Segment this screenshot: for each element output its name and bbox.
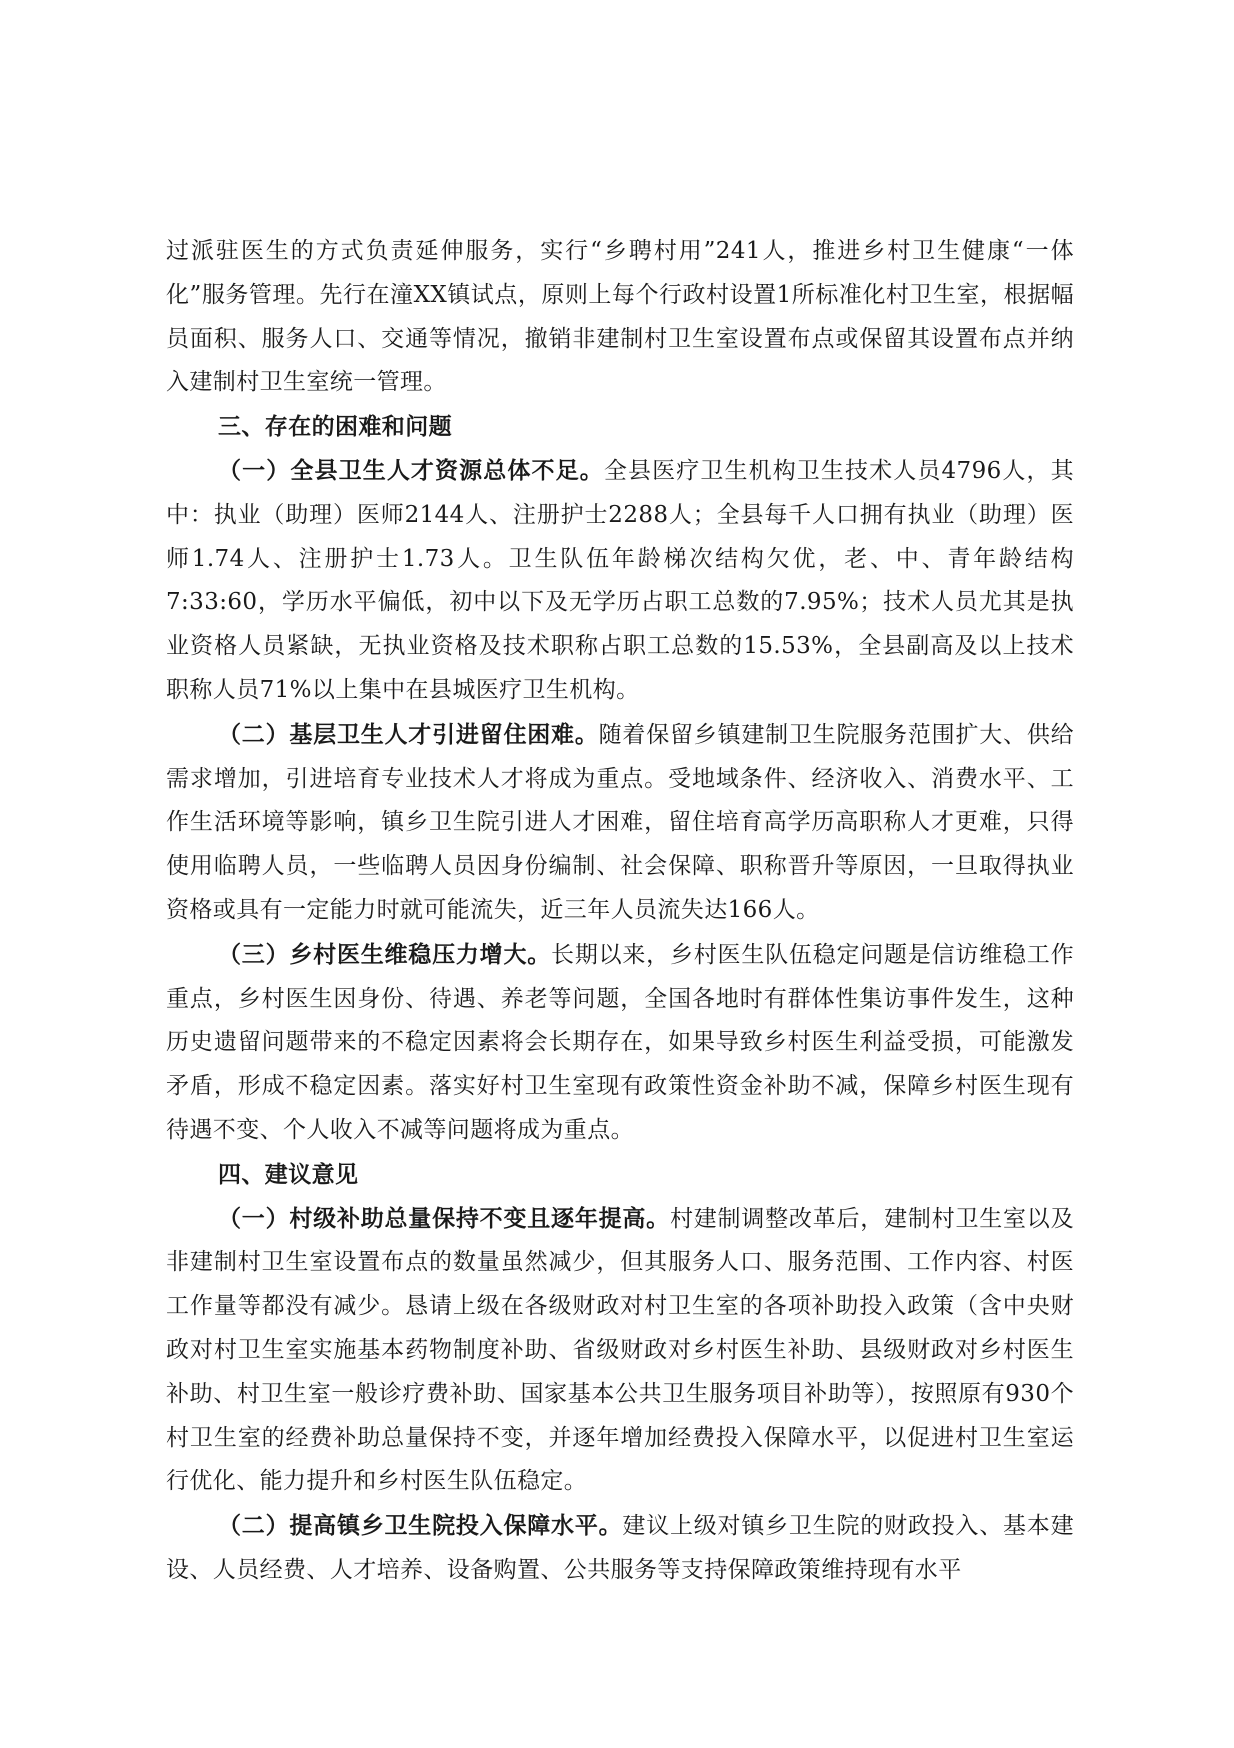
paragraph-body-township-hospital-funding: 建议上级对镇乡卫生院的财政投入、基本建设、人员经费、人才培养、设备购置、公共服务等支持保障政策维持现有水平 xyxy=(166,1513,1074,1583)
paragraph-talent-shortage xyxy=(166,449,1074,713)
paragraph-lead-talent-retention: （二）基层卫生人才引进留住困难。 xyxy=(218,720,599,748)
paragraph-body-village-doctor-stability: 长期以来，乡村医生队伍稳定问题是信访维稳工作重点，乡村医生因身份、待遇、养老等问题，全国各地时有群体性集访事件发生，这种历史遗留问题带来的不稳定因素将会长期存在，如果导致乡村医生利益受损，可能激发矛盾，形成不稳定因素。落实好村卫生室现有政策性资金补助不减，保障乡村医生现有待遇不变、个人收入不减等问题将成为重点。 xyxy=(166,941,1074,1143)
paragraph-talent-retention xyxy=(166,713,1074,933)
paragraph-continuation: 过派驻医生的方式负责延伸服务，实行“乡聘村用”241人，推进乡村卫生健康“一体化”服务管理。先行在潼XX镇试点，原则上每个行政村设置1所标准化村卫生室，根据幅员面积、服务人口、交通等情况，撤销非建制村卫生室设置布点或保留其设置布点并纳入建制村卫生室统一管理。 xyxy=(166,238,1074,396)
section-heading-problems: 三、存在的困难和问题 xyxy=(218,413,452,441)
paragraph-village-subsidy xyxy=(166,1197,1074,1505)
paragraph-lead-village-subsidy: （一）村级补助总量保持不变且逐年提高。 xyxy=(218,1204,670,1232)
section-heading-suggestions: 四、建议意见 xyxy=(218,1160,359,1188)
paragraph-village-doctor-stability xyxy=(166,933,1074,1153)
paragraph-township-hospital-funding xyxy=(166,1504,1074,1593)
paragraph-body-talent-retention: 随着保留乡镇建制卫生院服务范围扩大、供给需求增加，引进培育专业技术人才将成为重点。受地域条件、经济收入、消费水平、工作生活环境等影响，镇乡卫生院引进人才困难，留住培育高学历高职称人才更难，只得使用临聘人员，一些临聘人员因身份编制、社会保障、职称晋升等原因，一旦取得执业资格或具有一定能力时就可能流失，近三年人员流失达166人。 xyxy=(166,721,1075,923)
paragraph-body-village-subsidy: 村建制调整改革后，建制村卫生室以及非建制村卫生室设置布点的数量虽然减少，但其服务人口、服务范围、工作内容、村医工作量等都没有减少。恳请上级在各级财政对村卫生室的各项补助投入政策（含中央财政对村卫生室实施基本药物制度补助、省级财政对乡村医生补助、县级财政对乡村医生补助、村卫生室一般诊疗费补助、国家基本公共卫生服务项目补助等），按照原有930个村卫生室的经费补助总量保持不变，并逐年增加经费投入保障水平，以促进村卫生室运行优化、能力提升和乡村医生队伍稳定。 xyxy=(166,1205,1074,1495)
paragraph-lead-talent-shortage: （一）全县卫生人才资源总体不足。 xyxy=(218,456,604,484)
document-body xyxy=(166,230,1074,1593)
paragraph-lead-village-doctor-stability: （三）乡村医生维稳压力增大。 xyxy=(218,940,552,968)
paragraph-lead-township-hospital-funding: （二）提高镇乡卫生院投入保障水平。 xyxy=(218,1512,623,1540)
paragraph-body-talent-shortage: 全县医疗卫生机构卫生技术人员4796人，其中：执业（助理）医师2144人、注册护士2288人；全县每千人口拥有执业（助理）医师1.74人、注册护士1.73人。卫生队伍年龄梯次结构欠优，老、中、青年龄结构7:33:60，学历水平偏低，初中以下及无学历占职工总数的7.95%；技术人员尤其是执业资格人员紧缺，无执业资格及技术职称占职工总数的15.53%，全县副高及以上技术职称人员71%以上集中在县城医疗卫生机构。 xyxy=(166,457,1074,703)
